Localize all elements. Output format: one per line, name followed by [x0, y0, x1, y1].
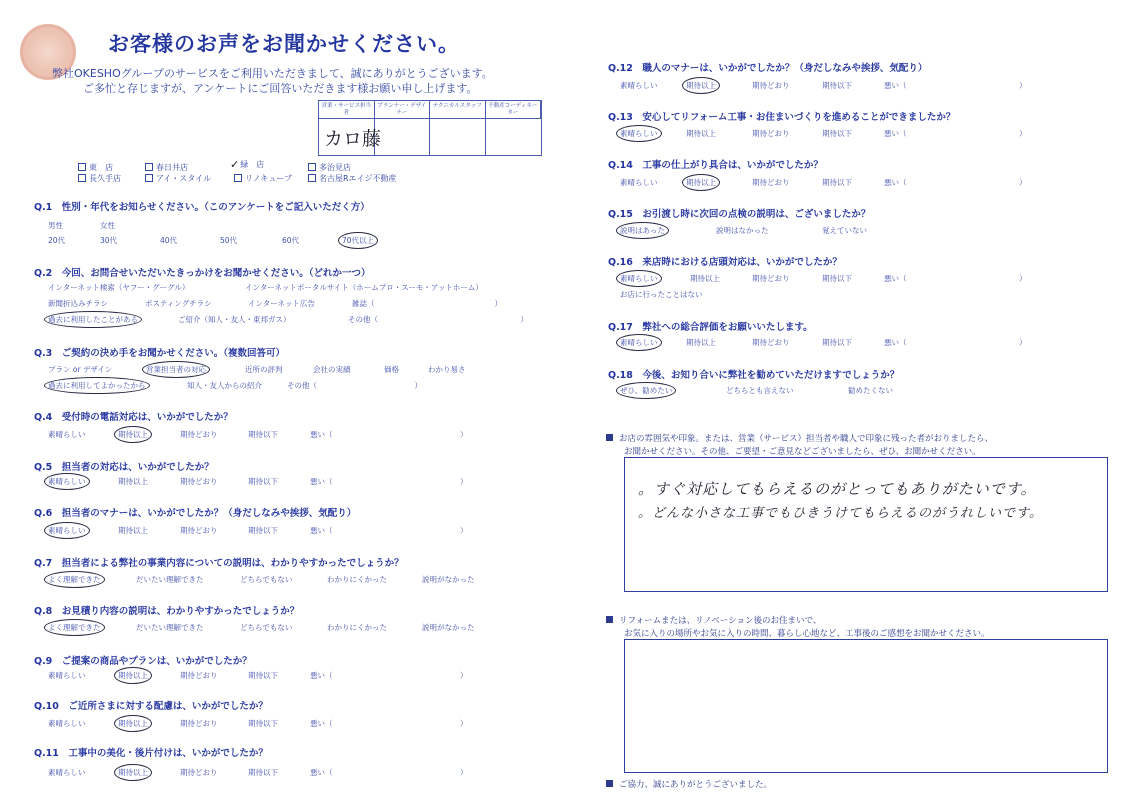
comment-prompt-2b: お気に入りの場所やお気に入りの時間、暮らし心地など、工事後のご感想をお聞かせください。 — [624, 629, 990, 639]
question-14-option[interactable]: 悪い（ ） — [884, 178, 1027, 187]
question-4-option[interactable]: 期待どおり — [180, 430, 218, 439]
question-16-option[interactable]: 悪い（ ） — [884, 274, 1027, 283]
question-17-option[interactable]: 期待以上 — [686, 338, 716, 347]
footer-thanks: ご協力、誠にありがとうございました。 — [606, 778, 772, 790]
selected-answer-circle — [616, 270, 662, 287]
question-14-option[interactable]: 素晴らしい — [620, 178, 658, 187]
shop-i-style[interactable]: アイ・スタイル — [145, 173, 211, 184]
selected-answer-circle — [114, 715, 152, 732]
question-16-option[interactable]: 期待どおり — [752, 274, 790, 283]
question-13-option[interactable]: 期待以上 — [686, 129, 716, 138]
question-15-option-selected[interactable]: 説明はあった — [620, 226, 665, 235]
question-17-option[interactable]: 期待どおり — [752, 338, 790, 347]
question-12-option[interactable]: 期待以下 — [822, 81, 852, 90]
question-3-option-selected[interactable]: 過去に利用してよかったから — [48, 381, 146, 390]
staff-header-sales: 営業・サービス担当者 — [319, 101, 375, 119]
shop-kasugai[interactable]: 春日井店 — [145, 162, 188, 173]
intro-line-1: 弊社OKESHOグループのサービスをご利用いただきまして、誠にありがとうございます。 — [52, 67, 493, 80]
question-11-option[interactable]: 期待どおり — [180, 768, 218, 777]
question-18-option-selected[interactable]: ぜひ、勧めたい — [620, 386, 673, 395]
question-13-option-selected[interactable]: 素晴らしい — [620, 129, 658, 138]
question-10-option[interactable]: 素晴らしい — [48, 719, 86, 728]
question-18-label: Q.18 今後、お知り合いに弊社を勧めていただけますでしょうか？ — [608, 367, 899, 381]
question-4-option[interactable]: 悪い（ ） — [310, 430, 468, 439]
question-7-option[interactable]: どちらでもない — [240, 575, 293, 584]
question-12-option-selected[interactable]: 期待以上 — [686, 81, 716, 90]
question-14-option[interactable]: 期待以下 — [822, 178, 852, 187]
selected-answer-circle — [44, 377, 150, 394]
question-8-label: Q.8 お見積り内容の説明は、わかりやすかったでしょうか？ — [34, 603, 299, 617]
question-2-option-selected[interactable]: 過去に利用したことがある — [48, 315, 138, 324]
question-10-option[interactable]: 期待以下 — [248, 719, 278, 728]
question-7-label: Q.7 担当者による弊社の事業内容についての説明は、わかりやすかったでしょうか？ — [34, 555, 404, 569]
selected-answer-circle — [44, 619, 105, 636]
question-2-option[interactable]: インターネット広告 — [248, 299, 315, 308]
comment-prompt-1a: お店の雰囲気や印象。または、営業（サービス）担当者や職人で印象に残った者がおりましたら、 — [606, 432, 993, 444]
staff-header-realestate: 不動産コーディネーター — [486, 101, 542, 119]
selected-answer-circle — [114, 764, 152, 781]
question-2-option[interactable]: ご紹介（知人・友人・東邦ガス） — [178, 315, 291, 324]
selected-answer-circle — [44, 311, 142, 328]
question-1-option[interactable]: 60代 — [282, 236, 300, 245]
question-1-option[interactable]: 30代 — [100, 236, 118, 245]
question-18-option[interactable]: 勧めたくない — [848, 386, 893, 395]
question-1-option[interactable]: 40代 — [160, 236, 178, 245]
shop-nagoya-r-age[interactable]: 名古屋Rエイジ不動産 — [308, 173, 397, 184]
question-5-label: Q.5 担当者の対応は、いかがでしたか？ — [34, 459, 214, 473]
question-3-label: Q.3 ご契約の決め手をお聞かせください。（複数回答可） — [34, 345, 285, 359]
question-8-option[interactable]: わかりにくかった — [327, 623, 387, 632]
question-7-option-selected[interactable]: よく理解できた — [48, 575, 101, 584]
question-1-option[interactable]: 男性 — [48, 221, 63, 230]
shop-tajimi[interactable]: 多治見店 — [308, 162, 351, 173]
question-1-option[interactable]: 女性 — [100, 221, 115, 230]
question-15-option[interactable]: 説明はなかった — [716, 226, 769, 235]
question-4-option-selected[interactable]: 期待以上 — [118, 430, 148, 439]
selected-answer-circle — [44, 473, 90, 490]
question-14-option-selected[interactable]: 期待以上 — [686, 178, 716, 187]
question-3-option[interactable]: 近所の評判 — [245, 365, 283, 374]
question-3-option[interactable]: その他（ ） — [287, 381, 422, 390]
question-2-option[interactable]: ポスティングチラシ — [145, 299, 212, 308]
question-1-option-selected[interactable]: 70代以上 — [342, 236, 375, 245]
staff-header-technical: テクニカルスタッフ — [430, 101, 486, 119]
question-5-option-selected[interactable]: 素晴らしい — [48, 477, 86, 486]
question-11-label: Q.11 工事中の美化・後片付けは、いかがでしたか？ — [34, 745, 268, 759]
question-7-option[interactable]: 説明がなかった — [422, 575, 475, 584]
selected-answer-circle — [616, 125, 662, 142]
question-13-label: Q.13 安心してリフォーム工事・お住まいづくりを進めることができましたか？ — [608, 109, 955, 123]
question-5-option[interactable]: 悪い（ ） — [310, 477, 468, 486]
question-9-option[interactable]: 期待以下 — [248, 671, 278, 680]
handwritten-answer-1: 。すぐ対応してもらえるのがとってもありがたいです。 — [638, 480, 1037, 498]
question-2-label: Q.2 今回、お問合せいただいたきっかけをお聞かせください。（どれか一つ） — [34, 265, 371, 279]
question-13-option[interactable]: 期待以下 — [822, 129, 852, 138]
question-4-option[interactable]: 素晴らしい — [48, 430, 86, 439]
question-6-option[interactable]: 期待どおり — [180, 526, 218, 535]
shop-midori[interactable]: ✓緑 店 — [230, 158, 265, 171]
question-17-option[interactable]: 期待以下 — [822, 338, 852, 347]
question-13-option[interactable]: 期待どおり — [752, 129, 790, 138]
question-11-option-selected[interactable]: 期待以上 — [118, 768, 148, 777]
question-7-option[interactable]: わかりにくかった — [327, 575, 387, 584]
intro-line-2: ご多忙と存じますが、アンケートにご回答いただきます様お願い申し上げます。 — [83, 82, 478, 95]
question-12-option[interactable]: 悪い（ ） — [884, 81, 1027, 90]
question-6-option-selected[interactable]: 素晴らしい — [48, 526, 86, 535]
selected-answer-circle — [682, 77, 720, 94]
shop-nagakute[interactable]: 長久手店 — [78, 173, 121, 184]
shop-higashi[interactable]: 東 店 — [78, 162, 113, 173]
selected-answer-circle — [338, 232, 378, 249]
question-10-option[interactable]: 悪い（ ） — [310, 719, 468, 728]
question-15-option[interactable]: 覚えていない — [822, 226, 867, 235]
handwritten-answer-2: 。どんな小さな工事でもひきうけてもらえるのがうれしいです。 — [638, 506, 1043, 521]
question-4-option[interactable]: 期待以下 — [248, 430, 278, 439]
question-16-option-selected[interactable]: 素晴らしい — [620, 274, 658, 283]
comment-box-2[interactable] — [624, 639, 1108, 773]
question-2-option[interactable]: インターネットポータルサイト（ホームプロ・スーモ・アットホーム） — [245, 283, 483, 292]
question-4-label: Q.4 受付時の電話対応は、いかがでしたか？ — [34, 409, 233, 423]
question-7-option[interactable]: だいたい理解できた — [136, 575, 204, 584]
comment-prompt-2a: リフォームまたは、リノベーション後のお住まいで、 — [606, 614, 821, 626]
question-12-label: Q.12 職人のマナーは、いかがでしたか？（身だしなみや挨拶、気配り） — [608, 60, 927, 74]
selected-answer-circle — [142, 361, 210, 378]
selected-answer-circle — [616, 222, 669, 239]
question-10-option[interactable]: 期待どおり — [180, 719, 218, 728]
staff-signature: カロ藤 — [324, 128, 382, 150]
question-1-label: Q.1 性別・年代をお知らせください。（このアンケートをご記入いただく方） — [34, 199, 370, 213]
selected-answer-circle — [44, 522, 90, 539]
question-6-option[interactable]: 期待以上 — [118, 526, 148, 535]
question-13-option[interactable]: 悪い（ ） — [884, 129, 1027, 138]
question-3-option-selected[interactable]: 営業担当者の対応 — [146, 365, 206, 374]
question-8-option[interactable]: だいたい理解できた — [136, 623, 204, 632]
question-3-option[interactable]: 価格 — [384, 365, 399, 374]
staff-header-planner: プランナー・デザイナー — [375, 101, 431, 119]
question-15-label: Q.15 お引渡し時に次回の点検の説明は、ございましたか？ — [608, 206, 870, 220]
question-8-option-selected[interactable]: よく理解できた — [48, 623, 101, 632]
question-2-option[interactable]: 雑誌（ ） — [352, 299, 502, 308]
question-2-option[interactable]: 新聞折込みチラシ — [48, 299, 108, 308]
question-17-option[interactable]: 悪い（ ） — [884, 338, 1027, 347]
question-5-option[interactable]: 期待どおり — [180, 477, 218, 486]
question-11-option[interactable]: 期待以下 — [248, 768, 278, 777]
question-5-option[interactable]: 期待以上 — [118, 477, 148, 486]
question-16-label: Q.16 来店時における店頭対応は、いかがでしたか？ — [608, 254, 842, 268]
comment-prompt-1b: お聞かせください。その他、ご要望・ご意見などございましたら、ぜひ、お聞かせください。 — [624, 447, 981, 457]
question-17-option-selected[interactable]: 素晴らしい — [620, 338, 658, 347]
question-8-option[interactable]: どちらでもない — [240, 623, 293, 632]
selected-answer-circle — [616, 334, 662, 351]
shop-renocube[interactable]: リノキューブ — [234, 173, 292, 184]
question-16-option[interactable]: お店に行ったことはない — [620, 290, 703, 299]
question-9-option-selected[interactable]: 期待以上 — [118, 671, 148, 680]
question-12-option[interactable]: 素晴らしい — [620, 81, 658, 90]
question-9-label: Q.9 ご提案の商品やプランは、いかがでしたか？ — [34, 653, 252, 667]
question-9-option[interactable]: 期待どおり — [180, 671, 218, 680]
question-6-label: Q.6 担当者のマナーは、いかがでしたか？（身だしなみや挨拶、気配り） — [34, 505, 356, 519]
question-1-option[interactable]: 20代 — [48, 236, 66, 245]
question-11-option[interactable]: 素晴らしい — [48, 768, 86, 777]
question-6-option[interactable]: 悪い（ ） — [310, 526, 468, 535]
question-11-option[interactable]: 悪い（ ） — [310, 768, 468, 777]
question-14-option[interactable]: 期待どおり — [752, 178, 790, 187]
selected-answer-circle — [682, 174, 720, 191]
question-14-label: Q.14 工事の仕上がり具合は、いかがでしたか？ — [608, 157, 823, 171]
selected-answer-circle — [114, 667, 152, 684]
question-17-label: Q.17 弊社への総合評価をお願いいたします。 — [608, 319, 813, 333]
question-3-option[interactable]: わかり易さ — [428, 365, 466, 374]
question-5-option[interactable]: 期待以下 — [248, 477, 278, 486]
question-16-option[interactable]: 期待以上 — [690, 274, 720, 283]
question-2-option[interactable]: インターネット検索（ヤフー・グーグル） — [48, 283, 190, 292]
question-18-option[interactable]: どちらとも言えない — [726, 386, 794, 395]
question-12-option[interactable]: 期待どおり — [752, 81, 790, 90]
question-9-option[interactable]: 素晴らしい — [48, 671, 86, 680]
question-3-option[interactable]: プラン or デザイン — [48, 365, 113, 374]
selected-answer-circle — [114, 426, 152, 443]
selected-answer-circle — [44, 571, 105, 588]
question-9-option[interactable]: 悪い（ ） — [310, 671, 468, 680]
selected-answer-circle — [616, 382, 676, 399]
page-title: お客様のお声をお聞かせください。 — [108, 32, 460, 56]
question-10-label: Q.10 ご近所さまに対する配慮は、いかがでしたか？ — [34, 698, 268, 712]
question-6-option[interactable]: 期待以下 — [248, 526, 278, 535]
question-16-option[interactable]: 期待以下 — [822, 274, 852, 283]
question-2-option[interactable]: その他（ ） — [348, 315, 528, 324]
question-8-option[interactable]: 説明がなかった — [422, 623, 475, 632]
question-1-option[interactable]: 50代 — [220, 236, 238, 245]
question-3-option[interactable]: 知人・友人からの紹介 — [187, 381, 262, 390]
question-10-option-selected[interactable]: 期待以上 — [118, 719, 148, 728]
question-3-option[interactable]: 会社の実績 — [313, 365, 351, 374]
